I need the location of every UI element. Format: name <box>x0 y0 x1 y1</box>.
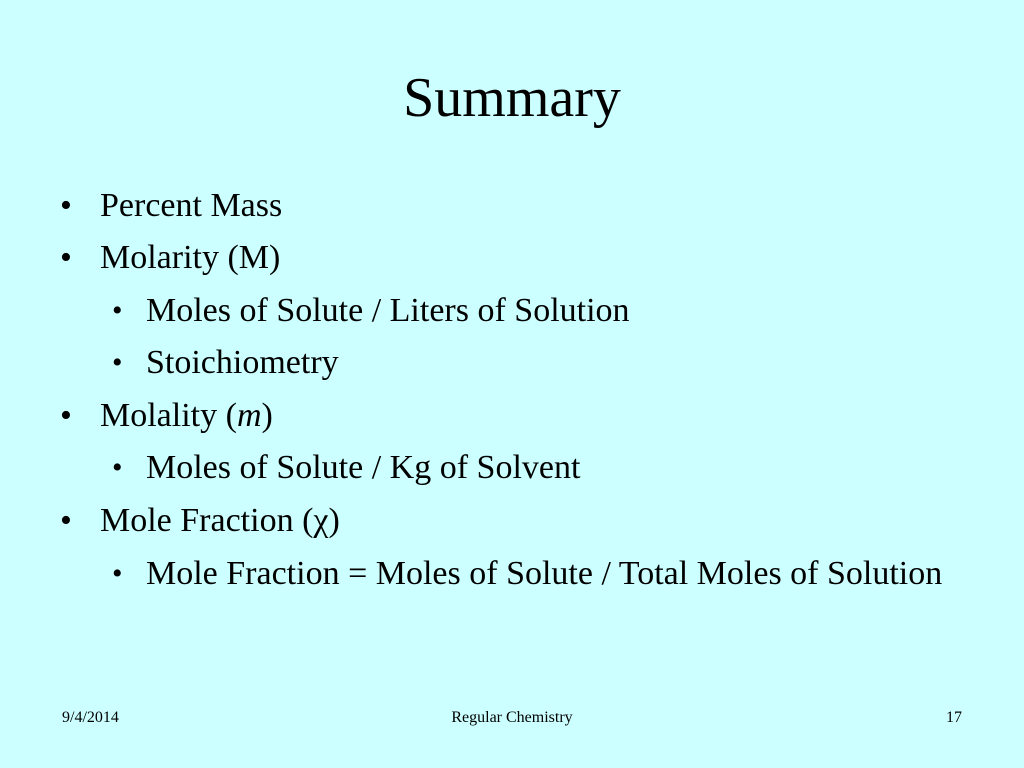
sub-bullet-molality-definition <box>112 448 581 488</box>
bullet-dot-icon: • <box>60 502 72 539</box>
bullet-text: Moles of Solute / Liters of Solution <box>146 292 630 329</box>
bullet-dot-icon: • <box>60 397 72 434</box>
bullet-text: Stoichiometry <box>146 344 339 381</box>
bullet-mole-fraction <box>60 501 340 541</box>
bullet-dot-icon: • <box>112 346 123 379</box>
bullet-text-suffix: ) <box>261 397 273 434</box>
bullet-molality <box>60 396 273 436</box>
bullet-percent-mass <box>60 186 283 226</box>
bullet-dot-icon: • <box>60 239 72 276</box>
bullet-dot-icon: • <box>112 557 123 590</box>
bullet-text: Molarity (M) <box>100 239 281 276</box>
bullet-molarity <box>60 238 281 278</box>
sub-bullet-mole-fraction-definition <box>112 554 966 594</box>
bullet-dot-icon: • <box>112 294 123 327</box>
bullet-text-italic: m <box>236 397 262 434</box>
footer-page-number: 17 <box>946 709 962 726</box>
bullet-text: Mole Fraction = Moles of Solute / Total Moles of Solution <box>146 555 943 592</box>
slide-title: Summary <box>403 67 621 129</box>
bullet-text: Moles of Solute / Kg of Solvent <box>146 449 581 486</box>
footer-title: Regular Chemistry <box>451 709 573 726</box>
bullet-dot-icon: • <box>112 451 123 484</box>
sub-bullet-molarity-definition <box>112 291 630 331</box>
sub-bullet-stoichiometry <box>112 343 339 383</box>
bullet-text: Mole Fraction (χ) <box>100 502 340 539</box>
bullet-text: Percent Mass <box>100 187 283 224</box>
bullet-text-prefix: Molality ( <box>100 397 237 434</box>
bullet-dot-icon: • <box>60 187 72 224</box>
footer-date: 9/4/2014 <box>62 709 119 726</box>
